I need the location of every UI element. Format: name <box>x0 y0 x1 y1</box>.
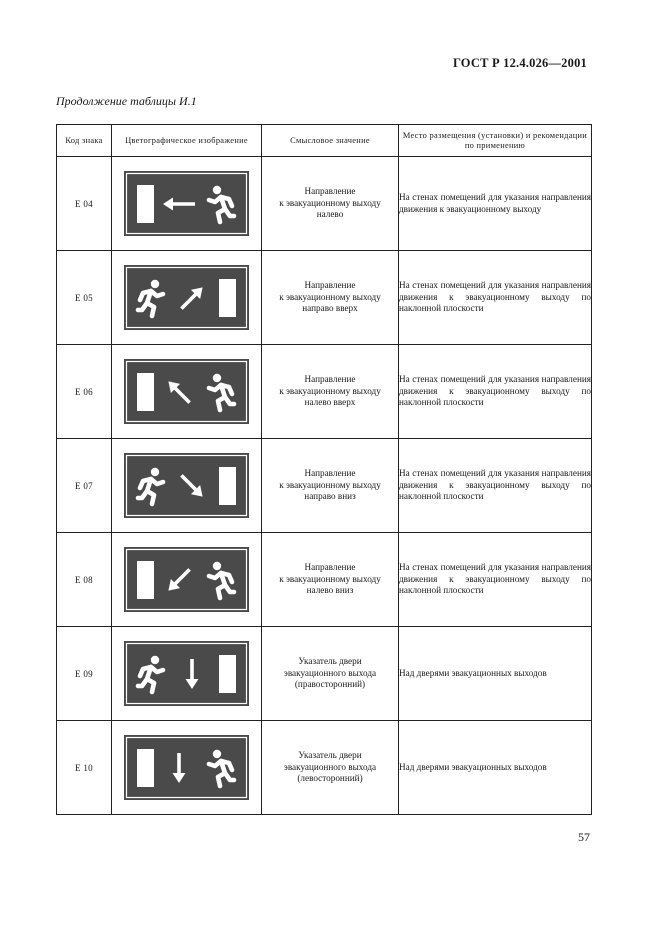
exit-door-icon <box>219 655 236 693</box>
evacuation-sign-icon <box>124 641 249 706</box>
sign-placement: На стенах помещений для указания направления движения к эвакуационному выходу по наклонной плоскости <box>399 345 592 439</box>
table-row <box>57 251 592 345</box>
sign-placement: На стенах помещений для указания направления движения к эвакуационному выходу по наклонной плоскости <box>399 251 592 345</box>
exit-door-icon <box>219 279 236 317</box>
table-row <box>57 721 592 815</box>
meaning-line: Направление <box>304 186 356 197</box>
exit-door-icon <box>219 467 236 505</box>
sign-meaning <box>262 721 399 815</box>
meaning-line: Указатель двери <box>298 750 362 761</box>
meaning-line: Направление <box>304 280 356 291</box>
sign-meaning <box>262 157 399 251</box>
standard-header: ГОСТ Р 12.4.026—2001 <box>452 56 587 70</box>
column-header-placement: Место размещения (установки) и рекомендации по применению <box>399 125 592 157</box>
meaning-line: налево <box>316 209 344 220</box>
meaning-line: налево вверх <box>304 397 356 408</box>
sign-placement: Над дверями эвакуационных выходов <box>399 627 592 721</box>
sign-image-cell <box>112 533 262 627</box>
table-row <box>57 439 592 533</box>
sign-placement: На стенах помещений для указания направления движения к эвакуационному выходу по наклонной плоскости <box>399 439 592 533</box>
evacuation-sign-icon <box>124 265 249 330</box>
sign-code: E 07 <box>57 439 112 533</box>
exit-door-icon <box>137 749 154 787</box>
meaning-line: налево вниз <box>306 585 354 596</box>
sign-meaning <box>262 345 399 439</box>
meaning-line: эвакуационного выхода <box>283 761 377 772</box>
meaning-line: к эвакуационному выходу <box>279 573 381 584</box>
exit-door-icon <box>137 185 154 223</box>
sign-code: E 06 <box>57 345 112 439</box>
sign-code: E 09 <box>57 627 112 721</box>
meaning-line: к эвакуационному выходу <box>279 385 381 396</box>
sign-image-cell <box>112 721 262 815</box>
table-caption: Продолжение таблицы И.1 <box>56 94 197 108</box>
meaning-line: к эвакуационному выходу <box>279 479 381 490</box>
table-row <box>57 627 592 721</box>
evacuation-sign-icon <box>124 735 249 800</box>
exit-door-icon <box>137 373 154 411</box>
exit-door-icon <box>137 561 154 599</box>
evacuation-sign-icon <box>124 359 249 424</box>
meaning-line: к эвакуационному выходу <box>279 197 381 208</box>
sign-image-cell <box>112 157 262 251</box>
sign-meaning <box>262 627 399 721</box>
sign-code: E 04 <box>57 157 112 251</box>
meaning-line: Направление <box>304 562 356 573</box>
meaning-line: направо вверх <box>302 303 358 314</box>
evacuation-sign-icon <box>124 547 249 612</box>
evacuation-signs-table <box>56 124 592 815</box>
sign-placement: На стенах помещений для указания направления движения к эвакуационному выходу по наклонной плоскости <box>399 533 592 627</box>
sign-placement: Над дверями эвакуационных выходов <box>399 721 592 815</box>
meaning-line: (левосторонний) <box>297 773 363 784</box>
meaning-line: эвакуационного выхода <box>283 667 377 678</box>
sign-code: E 08 <box>57 533 112 627</box>
meaning-line: Направление <box>304 374 356 385</box>
page-number: 57 <box>578 830 590 844</box>
sign-image-cell <box>112 345 262 439</box>
table-row <box>57 157 592 251</box>
column-header-image: Цветографическое изображение <box>112 125 262 157</box>
meaning-line: направо вниз <box>304 491 356 502</box>
column-header-meaning: Смысловое значение <box>262 125 399 157</box>
sign-image-cell <box>112 251 262 345</box>
column-header-code: Код знака <box>57 125 112 157</box>
sign-image-cell <box>112 439 262 533</box>
evacuation-sign-icon <box>124 453 249 518</box>
sign-meaning <box>262 533 399 627</box>
evacuation-sign-icon <box>124 171 249 236</box>
sign-image-cell <box>112 627 262 721</box>
meaning-line: к эвакуационному выходу <box>279 291 381 302</box>
sign-code: E 05 <box>57 251 112 345</box>
meaning-line: (правосторонний) <box>294 679 366 690</box>
table-row <box>57 345 592 439</box>
table-header-row <box>57 125 592 157</box>
table-row <box>57 533 592 627</box>
sign-placement: На стенах помещений для указания направления движения к эвакуационному выходу <box>399 157 592 251</box>
sign-meaning <box>262 251 399 345</box>
meaning-line: Направление <box>304 468 356 479</box>
meaning-line: Указатель двери <box>298 656 362 667</box>
sign-code: E 10 <box>57 721 112 815</box>
sign-meaning <box>262 439 399 533</box>
